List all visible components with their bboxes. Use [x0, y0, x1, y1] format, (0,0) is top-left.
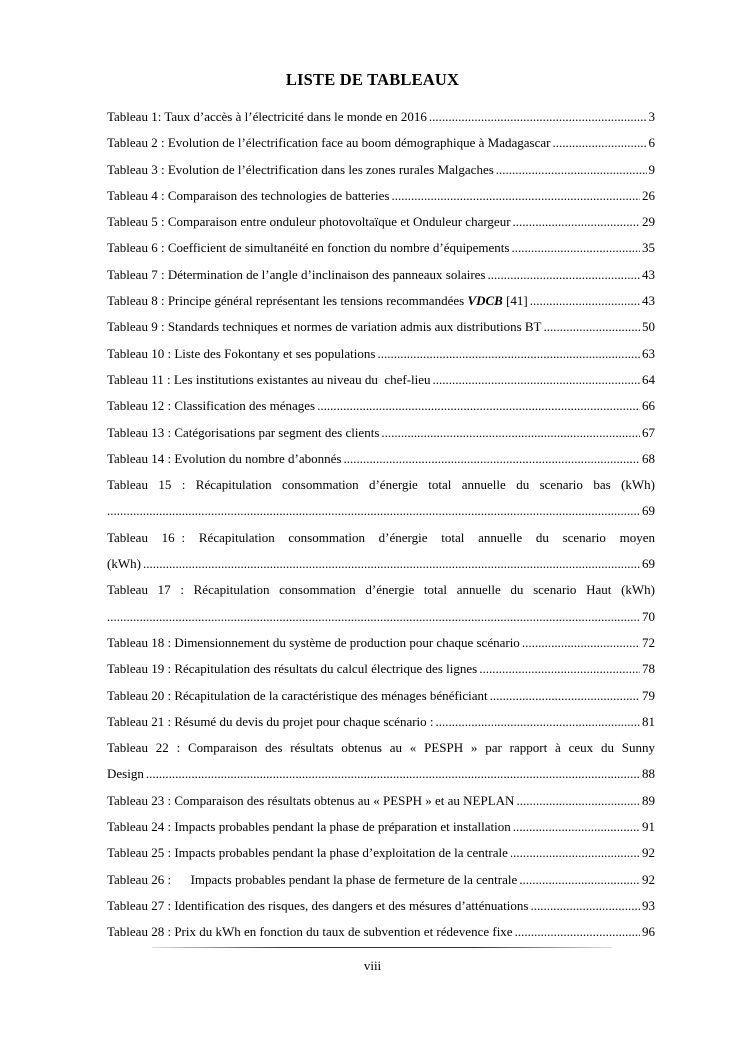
toc-entry-17-line2[interactable]: ..... 70 — [107, 604, 655, 630]
toc-entry-8[interactable]: Tableau 8 : Principe général représentant les tensions recommandées VDCB [41] ..... 43 — [107, 288, 655, 314]
toc-entry-16-line2[interactable]: (kWh) ..... 69 — [107, 551, 655, 577]
toc-entry-9[interactable]: Tableau 9 : Standards techniques et normes de variation admis aux distributions BT ..... 50 — [107, 314, 655, 340]
toc-entry-3[interactable]: Tableau 3 : Evolution de l’électrification dans les zones rurales Malgaches ..... 9 — [107, 157, 655, 183]
toc-entry-1[interactable]: Tableau 1: Taux d’accès à l’électricité dans le monde en 2016 ..... 3 — [107, 104, 655, 130]
toc-entry-22-line2[interactable]: Design ..... 88 — [107, 761, 655, 787]
page-title: LISTE DE TABLEAUX — [285, 70, 460, 89]
toc-entry-15-line1[interactable]: Tableau 15 : Récapitulation consommation d’énergie total annuelle du scenario bas (kWh) — [107, 477, 655, 493]
toc-entry-20[interactable]: Tableau 20 : Récapitulation de la caractéristique des ménages bénéficiant ..... 79 — [107, 683, 655, 709]
toc-entry-7[interactable]: Tableau 7 : Détermination de l’angle d’inclinaison des panneaux solaires ..... 43 — [107, 262, 655, 288]
toc-entry-5[interactable]: Tableau 5 : Comparaison entre onduleur photovoltaïque et Onduleur chargeur ..... 29 — [107, 209, 655, 235]
footer-rule — [152, 947, 612, 948]
toc-entry-2[interactable]: Tableau 2 : Evolution de l’électrification face au boom démographique à Madagascar ..... 6 — [107, 130, 655, 156]
toc-entry-14[interactable]: Tableau 14 : Evolution du nombre d’abonnés ..... 68 — [107, 446, 655, 472]
toc-entry-15-line2[interactable]: ..... 69 — [107, 498, 655, 524]
toc-entry-18[interactable]: Tableau 18 : Dimensionnement du système de production pour chaque scénario ..... 72 — [107, 630, 655, 656]
toc-entry-28[interactable]: Tableau 28 : Prix du kWh en fonction du taux de subvention et rédevence fixe ..... 96 — [107, 919, 655, 945]
toc-entry-6[interactable]: Tableau 6 : Coefficient de simultanéité en fonction du nombre d’équipements ..... 35 — [107, 235, 655, 261]
toc-entry-25[interactable]: Tableau 25 : Impacts probables pendant la phase d’exploitation de la centrale ..... 92 — [107, 840, 655, 866]
toc-entry-12[interactable]: Tableau 12 : Classification des ménages ..... 66 — [107, 393, 655, 419]
page-number: viii — [363, 958, 382, 973]
table-list — [107, 104, 655, 946]
toc-entry-24[interactable]: Tableau 24 : Impacts probables pendant la phase de préparation et installation ..... 91 — [107, 814, 655, 840]
toc-entry-19[interactable]: Tableau 19 : Récapitulation des résultats du calcul électrique des lignes ..... 78 — [107, 656, 655, 682]
toc-entry-27[interactable]: Tableau 27 : Identification des risques, des dangers et des mésures d’atténuations ..... 93 — [107, 893, 655, 919]
toc-entry-22-line1[interactable]: Tableau 22 : Comparaison des résultats obtenus au « PESPH » par rapport à ceux du Sunny — [107, 740, 655, 756]
toc-entry-11[interactable]: Tableau 11 : Les institutions existantes au niveau du chef-lieu ..... 64 — [107, 367, 655, 393]
toc-entry-23[interactable]: Tableau 23 : Comparaison des résultats obtenus au « PESPH » et au NEPLAN ..... 89 — [107, 788, 655, 814]
toc-entry-13[interactable]: Tableau 13 : Catégorisations par segment des clients ..... 67 — [107, 420, 655, 446]
math-symbol: VDCB — [467, 293, 503, 309]
toc-entry-21[interactable]: Tableau 21 : Résumé du devis du projet pour chaque scénario : ..... 81 — [107, 709, 655, 735]
toc-entry-16-line1[interactable]: Tableau 16 : Récapitulation consommation d’énergie total annuelle du scenario moyen — [107, 529, 655, 545]
toc-entry-17-line1[interactable]: Tableau 17 : Récapitulation consommation d’énergie total annuelle du scenario Haut (kWh) — [107, 582, 655, 598]
toc-entry-10[interactable]: Tableau 10 : Liste des Fokontany et ses populations ..... 63 — [107, 341, 655, 367]
toc-entry-4[interactable]: Tableau 4 : Comparaison des technologies de batteries ..... 26 — [107, 183, 655, 209]
toc-entry-26[interactable]: Tableau 26 : Impacts probables pendant la phase de fermeture de la centrale ..... 92 — [107, 867, 655, 893]
